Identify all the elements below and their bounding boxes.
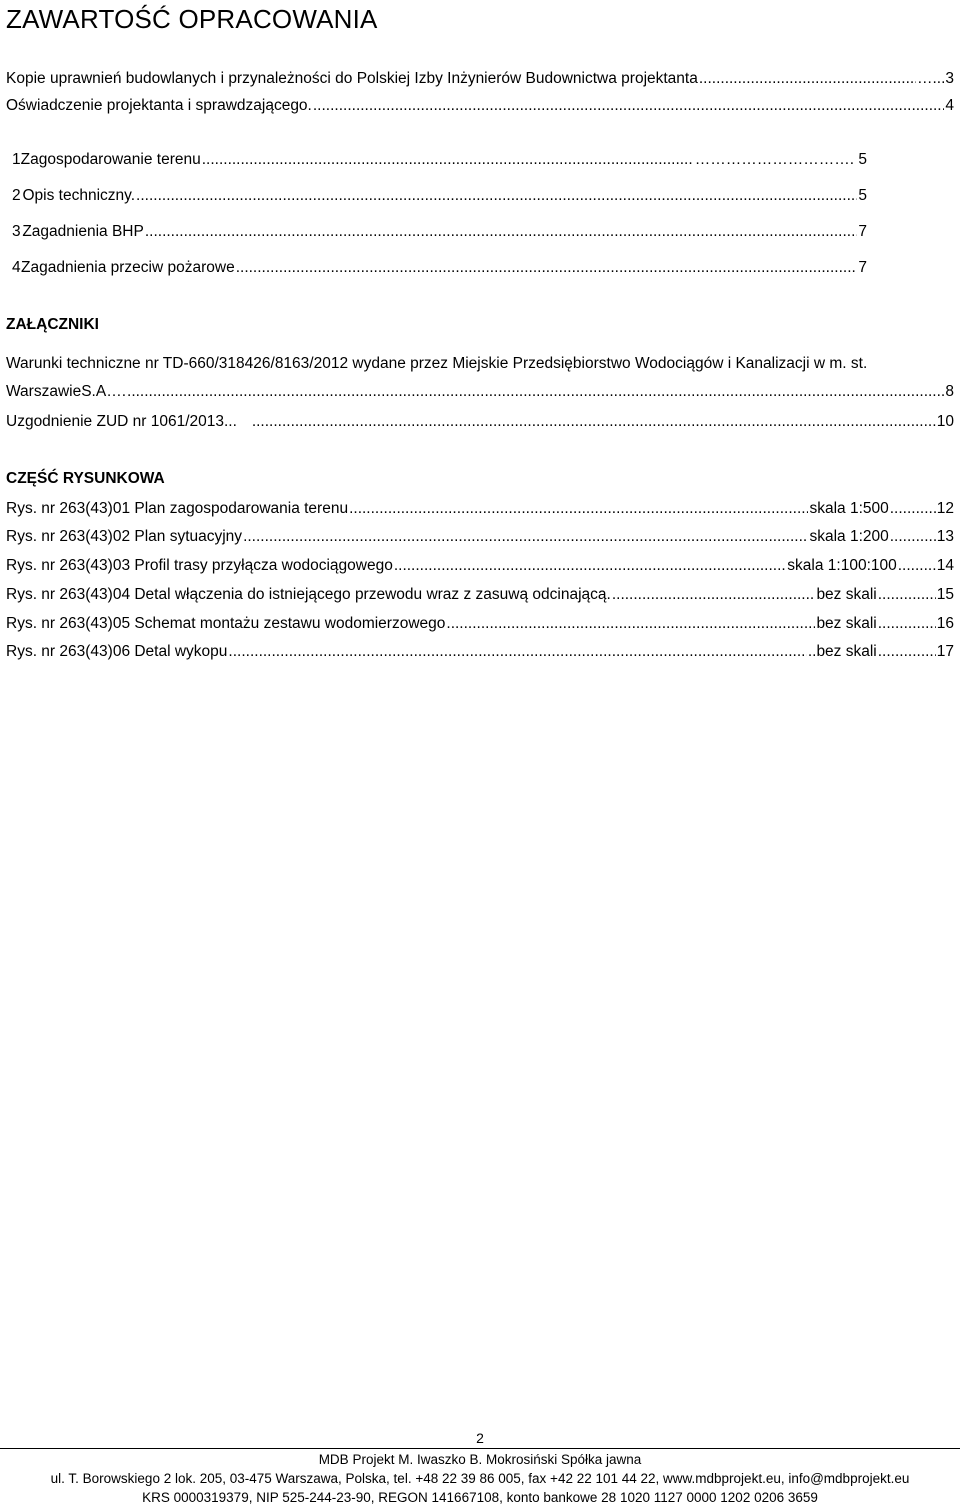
toc-section-4 [12, 259, 867, 277]
drawing-scale: ..bez skali [807, 643, 877, 660]
drawing-label: Rys. nr 263(43)02 Plan sytuacyjny [6, 528, 243, 545]
dot-leader [228, 643, 806, 661]
toc-section-3 [12, 223, 867, 241]
document-title: ZAWARTOŚĆ OPRACOWANIA [6, 4, 378, 34]
dot-leader [878, 615, 936, 633]
toc-entry-label: Kopie uprawnień budowlanych i przynależności do Polskiej Izby Inżynierów Budownictwa projektanta [6, 70, 698, 87]
section-page: 5 [858, 187, 867, 204]
toc-section-1 [12, 151, 867, 169]
drawing-page: 17 [936, 643, 954, 660]
attachment-zud [6, 413, 954, 431]
dot-leader [349, 500, 808, 518]
footer-registry: KRS 0000319379, NIP 525-244-23-90, REGON 141667108, konto bankowe 28 1020 1127 0000 1202 0206 3659 [142, 1490, 818, 1505]
attachment-conditions-line: Warunki techniczne nr TD-660/318426/8163/2012 wydane przez Miejskie Przedsiębiorstwo Wodociągów i Kanalizacji w m. st. [6, 355, 868, 372]
section-number: 3 [12, 223, 21, 240]
footer-address: ul. T. Borowskiego 2 lok. 205, 03-475 Warszawa, Polska, tel. +48 22 39 86 005, fax +42 22 101 44 22, www.mdbprojekt.eu, info@mdbprojekt.eu [50, 1471, 910, 1486]
section-page: 7 [858, 259, 867, 276]
section-page: …………………………. 5 [694, 151, 867, 168]
drawing-scale: skala 1:100:100 [787, 557, 897, 574]
attachment-label: Uzgodnienie ZUD nr 1061/2013... [6, 413, 237, 430]
drawing-scale: bez skali [816, 586, 877, 603]
dot-leader [394, 557, 786, 575]
drawing-entry [6, 557, 954, 575]
drawing-page: 13 [936, 528, 954, 545]
drawing-entry [6, 500, 954, 518]
dot-leader [236, 259, 858, 277]
section-number: 4 [12, 259, 21, 276]
dot-leader [890, 528, 936, 546]
toc-entry-page: 4 [945, 97, 954, 114]
attachment-label: WarszawieS.A…. [6, 383, 127, 400]
drawing-entry [6, 643, 954, 661]
attachments-heading: ZAŁĄCZNIKI [6, 316, 99, 333]
footer-company: MDB Projekt M. Iwaszko B. Mokrosiński Spółka jawna [318, 1452, 642, 1467]
drawing-label: Rys. nr 263(43)03 Profil trasy przyłącza wodociągowego [6, 557, 393, 574]
dot-leader [878, 586, 936, 604]
drawing-scale: skala 1:200 [809, 528, 889, 545]
toc-section-2 [12, 187, 867, 205]
dot-leader [145, 223, 858, 241]
section-number: 1 [12, 151, 21, 168]
drawing-scale: bez skali [816, 615, 877, 632]
toc-entry-licences [6, 70, 954, 88]
dot-leader [243, 528, 808, 546]
attachment-page: 10 [936, 413, 954, 430]
dot-leader [446, 615, 815, 633]
section-page: 7 [858, 223, 867, 240]
dot-leader [699, 70, 916, 88]
section-number: 2 [12, 187, 21, 204]
dot-leader [127, 383, 944, 401]
dot-leader [136, 187, 857, 205]
drawing-label: Rys. nr 263(43)06 Detal wykopu [6, 643, 228, 660]
drawing-entry [6, 528, 954, 546]
drawing-label: Rys. nr 263(43)01 Plan zagospodarowania terenu [6, 500, 349, 517]
footer-divider [0, 1448, 960, 1449]
section-label: Zagospodarowanie terenu [20, 151, 201, 168]
section-label: Zagadnienia przeciw pożarowe [21, 259, 235, 276]
attachment-conditions-continued [6, 383, 954, 401]
section-label: Zagadnienia BHP [22, 223, 144, 240]
dot-leader [202, 151, 694, 169]
dot-leader [878, 643, 936, 661]
dot-leader [890, 500, 936, 518]
drawing-page: 12 [936, 500, 954, 517]
drawing-entry [6, 586, 954, 604]
attachment-page: 8 [945, 383, 954, 400]
drawing-scale: skala 1:500 [809, 500, 889, 517]
dot-leader [898, 557, 936, 575]
drawing-entry [6, 615, 954, 633]
toc-entry-page: …...3 [916, 70, 954, 87]
drawing-page: 15 [936, 586, 954, 603]
dot-leader [612, 586, 816, 604]
drawings-heading: CZĘŚĆ RYSUNKOWA [6, 470, 165, 487]
dot-leader [313, 97, 945, 115]
toc-entry-label: Oświadczenie projektanta i sprawdzającego. [6, 97, 312, 114]
drawing-page: 16 [936, 615, 954, 632]
drawing-label: Rys. nr 263(43)04 Detal włączenia do istniejącego przewodu wraz z zasuwą odcinającą. [6, 586, 611, 603]
section-label: Opis techniczny. [22, 187, 136, 204]
toc-entry-declaration [6, 97, 954, 115]
drawing-label: Rys. nr 263(43)05 Schemat montażu zestawu wodomierzowego [6, 615, 446, 632]
drawing-page: 14 [936, 557, 954, 574]
page-number: 2 [476, 1430, 484, 1446]
dot-leader [252, 413, 936, 431]
